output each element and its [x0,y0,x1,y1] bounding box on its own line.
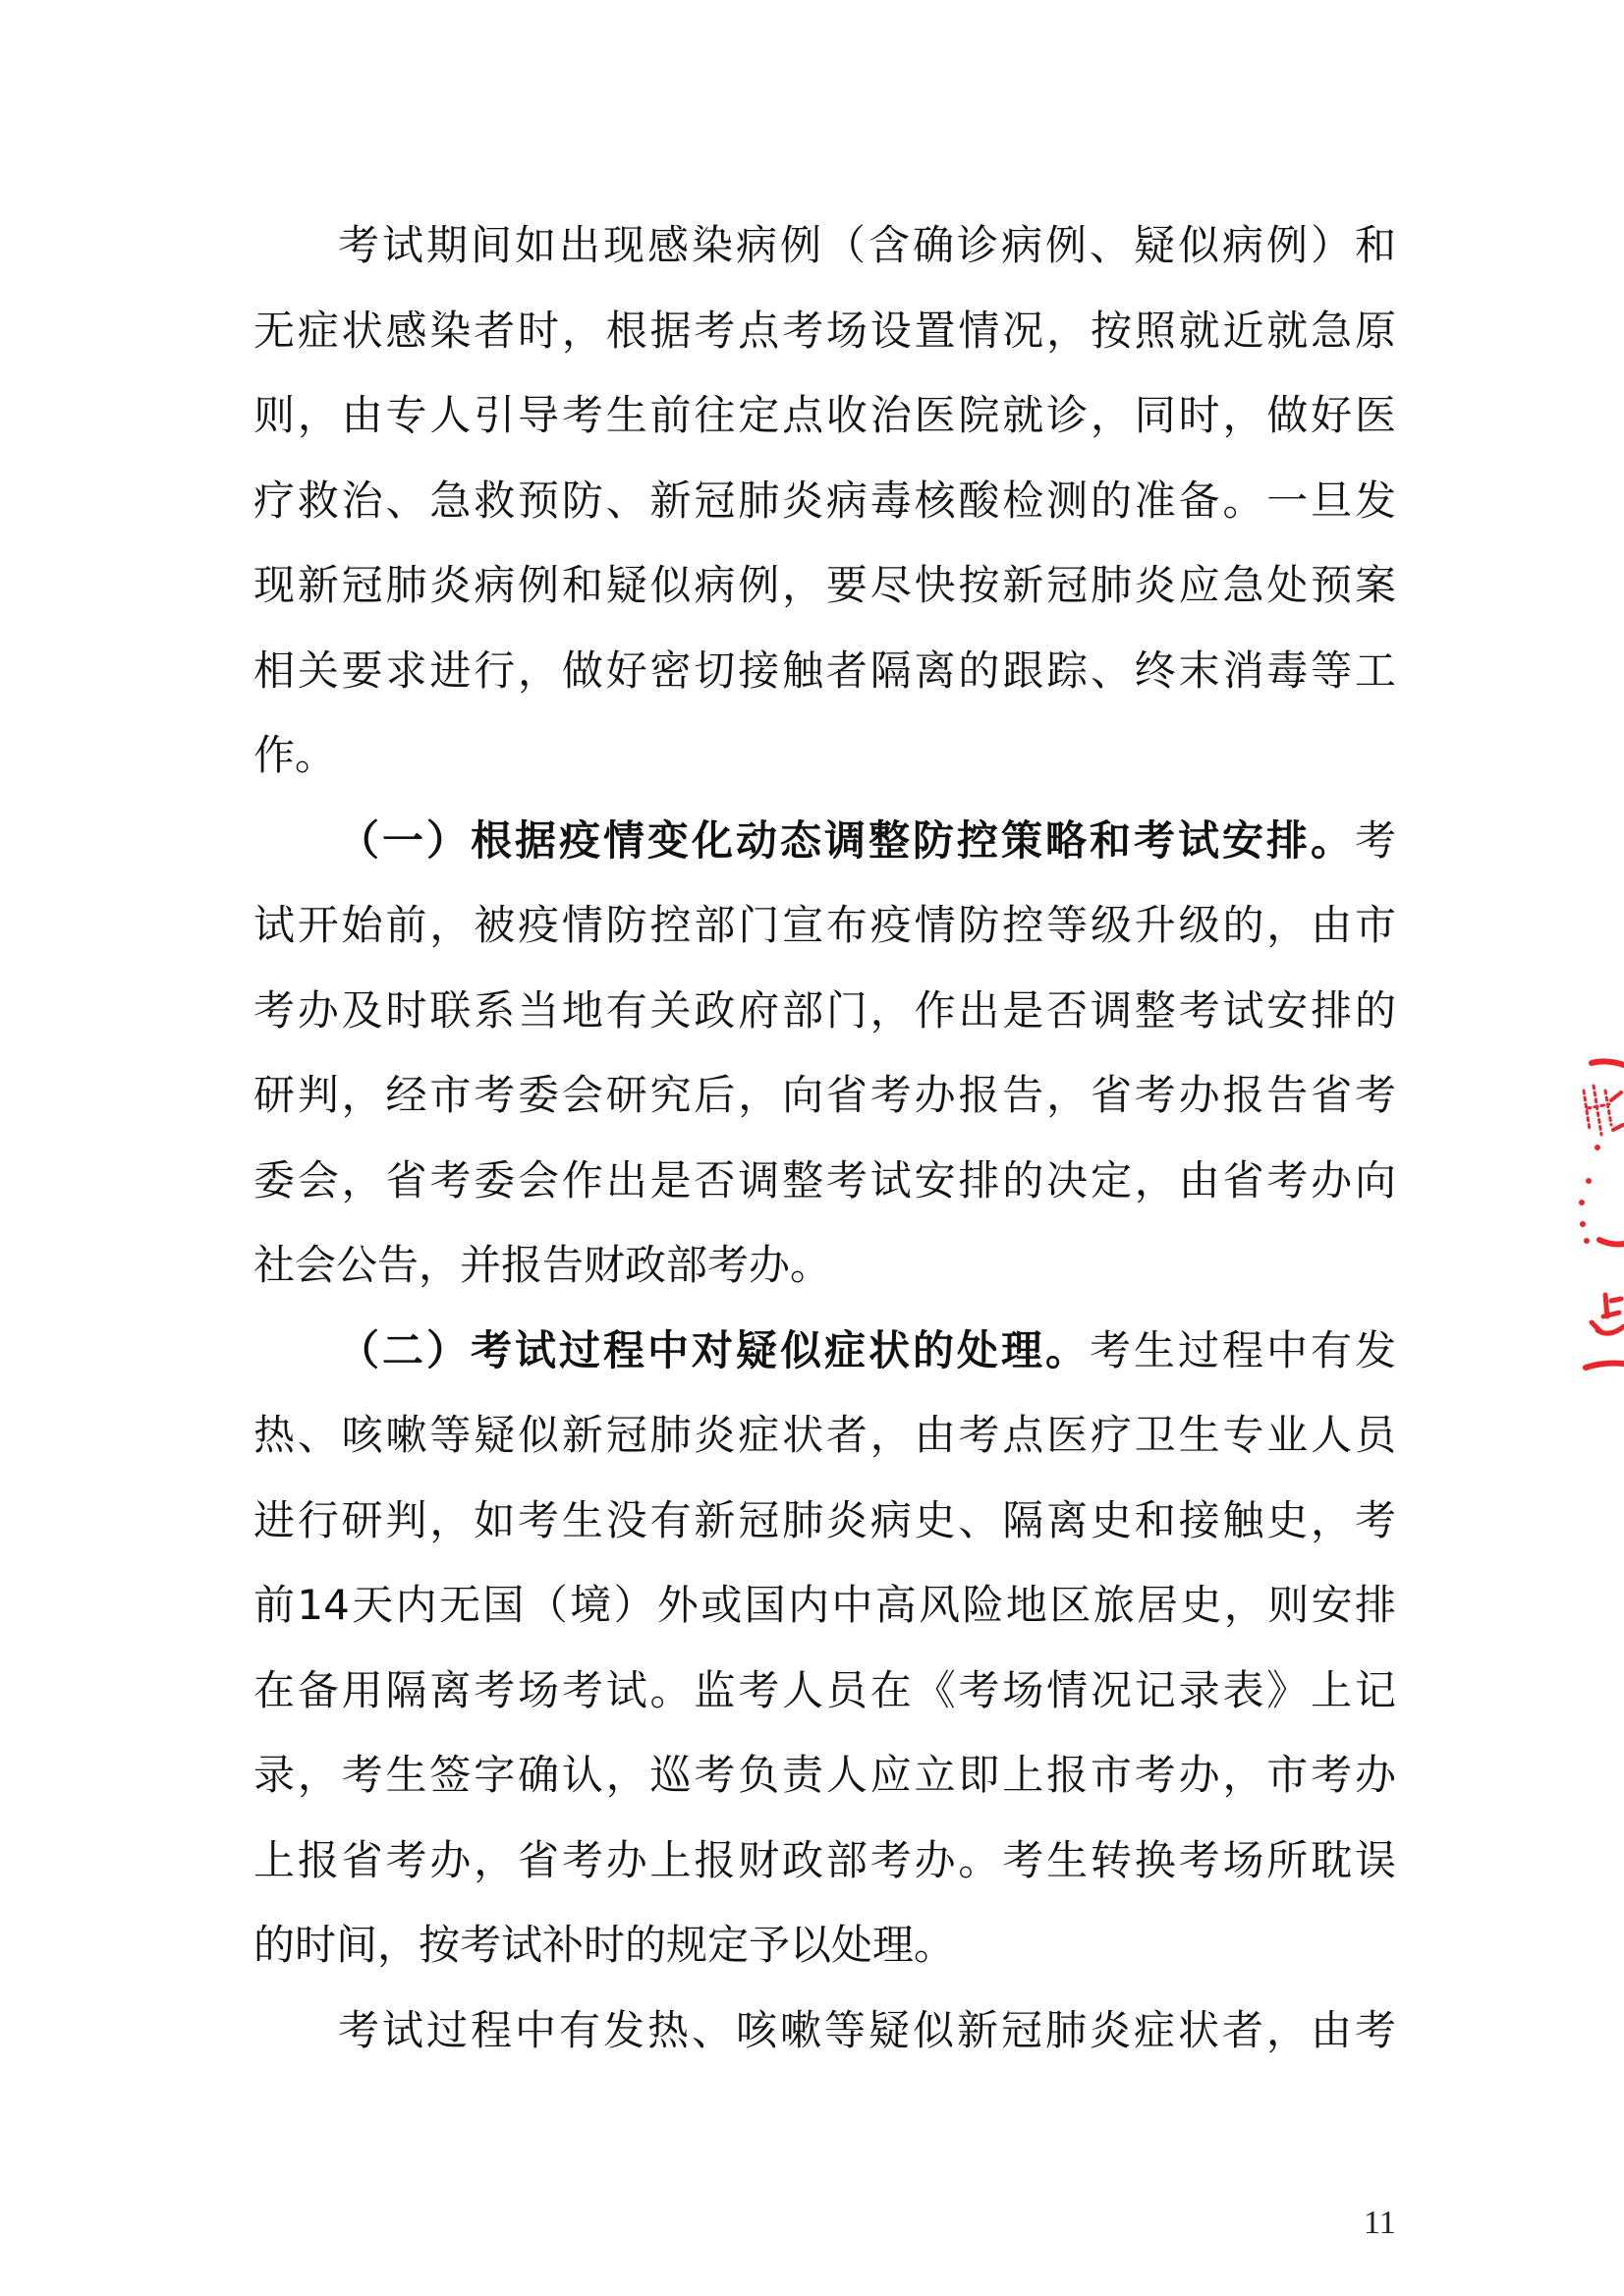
text-fragment: 考生过程中有发 [1089,1325,1396,1374]
text-line: 上报省考办，省考办上报财政部考办。考生转换考场所耽误 [253,1835,1396,1884]
paragraph-1 [253,203,1396,799]
paragraph-2 [253,799,1396,1309]
paragraph-4 [253,1988,1396,2074]
text-line: 考试期间如出现感染病例（含确诊病例、疑似病例）和 [338,221,1396,269]
official-seal-icon [1562,1032,1624,1375]
text-line: 则，由专人引导考生前往定点收治医院就诊，同时，做好医 [253,391,1396,439]
text-line: 委会，省考委会作出是否调整考试安排的决定，由省考办向 [253,1155,1396,1204]
text-line: 前14天内无国（境）外或国内中高风险地区旅居史，则安排 [253,1581,1396,1629]
text-line: 进行研判，如考生没有新冠肺炎病史、隔离史和接触史，考 [253,1495,1396,1544]
text-line: 录，考生签字确认，巡考负责人应立即上报市考办，市考办 [253,1751,1396,1799]
page-number: 11 [1364,2205,1396,2241]
text-line: 研判，经市考委会研究后，向省考办报告，省考办报告省考 [253,1071,1396,1119]
section-heading-2: （二）考试过程中对疑似症状的处理。 [338,1325,1090,1374]
text-line: 现新冠肺炎病例和疑似病例，要尽快按新冠肺炎应急处预案 [253,561,1396,609]
text-line [253,1309,1396,1394]
text-line: 社会公告，并报告财政部考办。 [253,1241,832,1289]
text-line: 考试过程中有发热、咳嗽等疑似新冠肺炎症状者，由考 [338,2005,1396,2054]
text-line: 试开始前，被疫情防控部门宣布疫情防控等级升级的，由市 [253,901,1396,949]
text-line: 无症状感染者时，根据考点考场设置情况，按照就近就急原 [253,306,1396,355]
document-body [253,203,1396,2073]
text-fragment: 考 [1354,815,1396,865]
text-line: 相关要求进行，做好密切接触者隔离的跟踪、终末消毒等工 [253,645,1396,695]
text-line: 疗救治、急救预防、新冠肺炎病毒核酸检测的准备。一旦发 [253,476,1396,525]
text-line: 热、咳嗽等疑似新冠肺炎症状者，由考点医疗卫生专业人员 [253,1411,1396,1459]
section-heading-1: （一）根据疫情变化动态调整防控策略和考试安排。 [338,815,1355,865]
paragraph-3 [253,1309,1396,1988]
text-line: 作。 [253,731,337,779]
text-line: 在备用隔离考场考试。监考人员在《考场情况记录表》上记 [253,1665,1396,1714]
text-line: 的时间，按考试补时的规定予以处理。 [253,1921,956,1969]
text-line [253,799,1396,884]
text-line: 考办及时联系当地有关政府部门，作出是否调整考试安排的 [253,985,1396,1035]
